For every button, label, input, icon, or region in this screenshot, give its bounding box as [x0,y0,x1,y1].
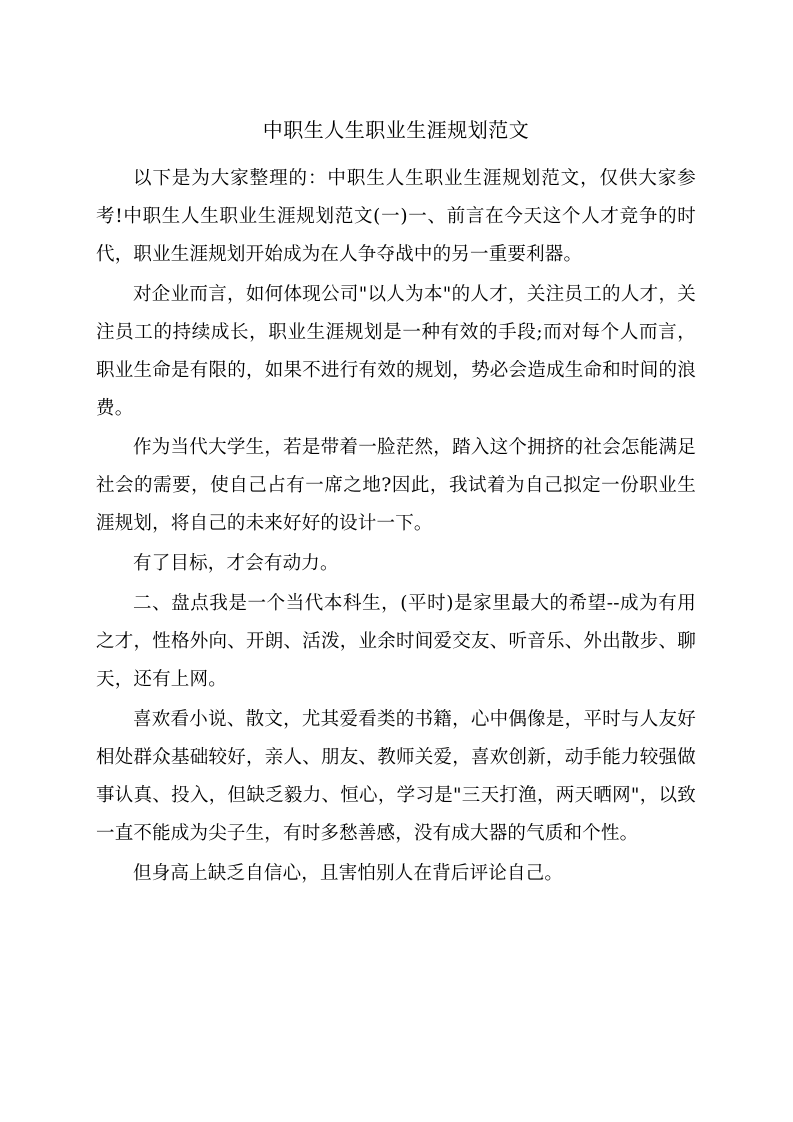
document-body [96,96,696,895]
paragraph: 对企业而言，如何体现公司"以人为本"的人才，关注员工的人才，关注员工的持续成长，职业生涯规划是一种有效的手段;而对每个人而言，职业生命是有限的，如果不进行有效的规划，势必会造成生命和时间的浪费。 [96,283,696,419]
paragraph: 二、盘点我是一个当代本科生，(平时)是家里最大的希望--成为有用之才，性格外向、开朗、活泼，业余时间爱交友、听音乐、外出散步、聊天，还有上网。 [96,593,696,690]
paragraph: 以下是为大家整理的：中职生人生职业生涯规划范文，仅供大家参考!中职生人生职业生涯规划范文(一)一、前言在今天这个人才竞争的时代，职业生涯规划开始成为在人争夺战中的另一重要利器。 [96,168,696,265]
paragraph: 喜欢看小说、散文，尤其爱看类的书籍，心中偶像是，平时与人友好相处群众基础较好，亲人、朋友、教师关爱，喜欢创新，动手能力较强做事认真、投入，但缺乏毅力、恒心，学习是"三天打渔，两天晒网"，以致一直不能成为尖子生，有时多愁善感，没有成大器的气质和个性。 [96,708,696,844]
page-title: 中职生人生职业生涯规划范文 [262,118,530,142]
paragraph: 但身高上缺乏自信心，且害怕别人在背后评论自己。 [133,862,564,884]
paragraph: 有了目标，才会有动力。 [133,553,339,575]
paragraph: 作为当代大学生，若是带着一脸茫然，踏入这个拥挤的社会怎能满足社会的需要，使自己占有一席之地?因此，我试着为自己拟定一份职业生涯规划，将自己的未来好好的设计一下。 [96,437,696,535]
